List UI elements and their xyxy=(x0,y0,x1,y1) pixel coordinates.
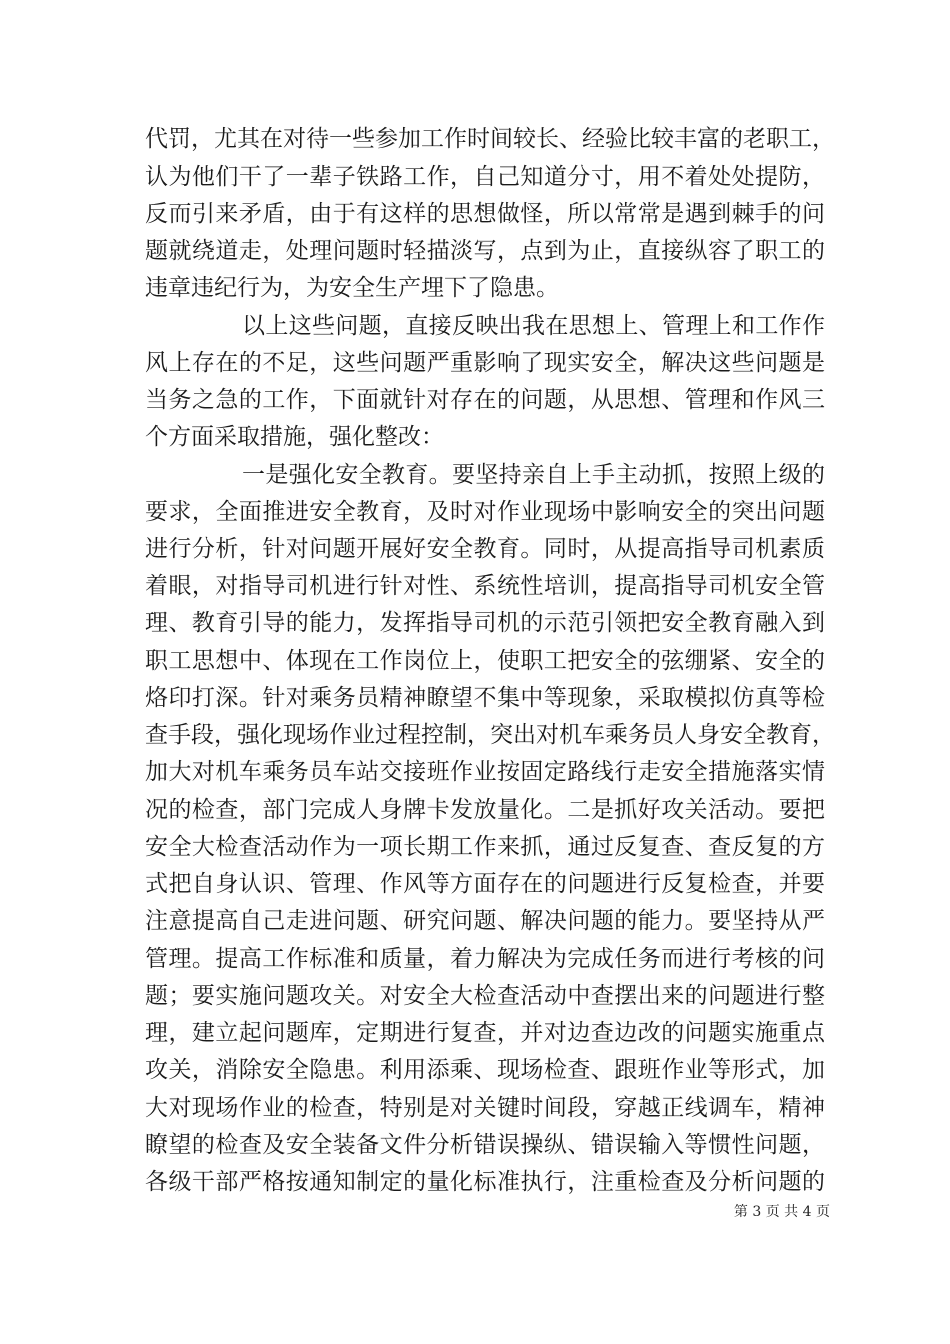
body-text-line: 瞭望的检查及安全装备文件分析错误操纵、错误输入等惯性问题， xyxy=(145,1132,825,1158)
page-number-footer: 第 3 页 共 4 页 xyxy=(733,1204,830,1220)
body-text-line: 代罚，尤其在对待一些参加工作时间较长、经验比较丰富的老职工， xyxy=(145,126,835,152)
paragraph-first-line: 以上这些问题，直接反映出我在思想上、管理上和工作作 xyxy=(242,313,825,339)
body-text-line: 查手段，强化现场作业过程控制，突出对机车乘务员人身安全教育， xyxy=(145,722,835,748)
body-text-line: 理、教育引导的能力，发挥指导司机的示范引领把安全教育融入到 xyxy=(145,610,825,636)
body-text-line: 加大对机车乘务员车站交接班作业按固定路线行走安全措施落实情 xyxy=(145,759,825,785)
body-text-line: 况的检查，部门完成人身牌卡发放量化。二是抓好攻关活动。要把 xyxy=(145,797,825,823)
body-text-line: 烙印打深。针对乘务员精神瞭望不集中等现象，采取模拟仿真等检 xyxy=(145,685,825,711)
paragraph-first-line: 一是强化安全教育。要坚持亲自上手主动抓，按照上级的 xyxy=(242,462,825,488)
body-text-line: 安全大检查活动作为一项长期工作来抓，通过反复查、查反复的方 xyxy=(145,834,825,860)
body-text-line: 攻关，消除安全隐患。利用添乘、现场检查、跟班作业等形式，加 xyxy=(145,1057,825,1083)
body-text-line: 风上存在的不足，这些问题严重影响了现实安全，解决这些问题是 xyxy=(145,350,825,376)
body-text-line: 理，建立起问题库，定期进行复查，并对边查边改的问题实施重点 xyxy=(145,1020,825,1046)
body-text-line: 违章违纪行为，为安全生产埋下了隐患。 xyxy=(145,275,559,301)
body-text-line: 注意提高自己走进问题、研究问题、解决问题的能力。要坚持从严 xyxy=(145,908,825,934)
body-text-line: 管理。提高工作标准和质量，着力解决为完成任务而进行考核的问 xyxy=(145,946,825,972)
body-text-line: 题；要实施问题攻关。对安全大检查活动中查摆出来的问题进行整 xyxy=(145,983,825,1009)
body-text-line: 着眼，对指导司机进行针对性、系统性培训，提高指导司机安全管 xyxy=(145,573,825,599)
body-text-line: 要求，全面推进安全教育，及时对作业现场中影响安全的突出问题 xyxy=(145,499,825,525)
body-text-line: 个方面采取措施，强化整改： xyxy=(145,424,444,450)
body-text-line: 大对现场作业的检查，特别是对关键时间段，穿越正线调车，精神 xyxy=(145,1095,825,1121)
body-text-line: 题就绕道走，处理问题时轻描淡写，点到为止，直接纵容了职工的 xyxy=(145,238,825,264)
body-text-line: 各级干部严格按通知制定的量化标准执行，注重检查及分析问题的 xyxy=(145,1169,825,1195)
body-text-line: 当务之急的工作，下面就针对存在的问题，从思想、管理和作风三 xyxy=(145,387,825,413)
body-text-line: 职工思想中、体现在工作岗位上，使职工把安全的弦绷紧、安全的 xyxy=(145,648,825,674)
body-text-line: 进行分析，针对问题开展好安全教育。同时，从提高指导司机素质 xyxy=(145,536,825,562)
body-text-line: 反而引来矛盾，由于有这样的思想做怪，所以常常是遇到棘手的问 xyxy=(145,201,825,227)
body-text-line: 式把自身认识、管理、作风等方面存在的问题进行反复检查，并要 xyxy=(145,871,825,897)
body-text-line: 认为他们干了一辈子铁路工作，自己知道分寸，用不着处处提防， xyxy=(145,164,825,190)
